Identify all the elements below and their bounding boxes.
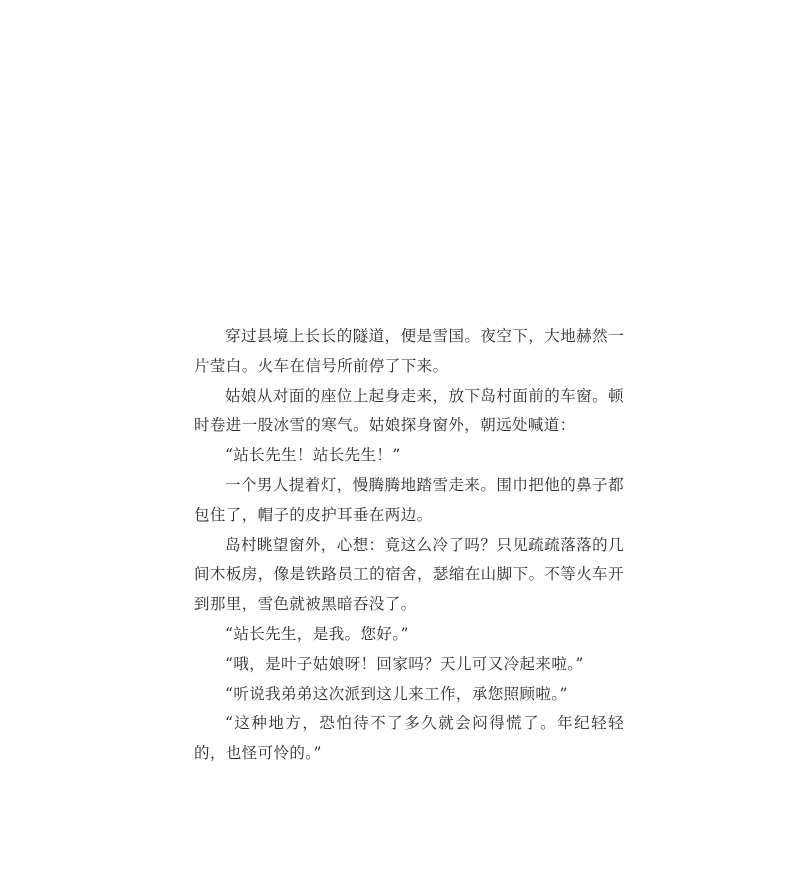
paragraph-7: “哦，是叶子姑娘呀！回家吗？天儿可又冷起来啦。” bbox=[225, 654, 584, 673]
paragraph-3: “站长先生！站长先生！” bbox=[225, 446, 401, 465]
paragraph-4: 一个男人提着灯，慢腾腾地踏雪走来。围巾把他的鼻子都包住了，帽子的皮护耳垂在两边。 bbox=[194, 475, 624, 524]
paragraph-6: “站长先生，是我。您好。” bbox=[225, 624, 409, 643]
paragraph-9: “这种地方，恐怕待不了多久就会闷得慌了。年纪轻轻的，也怪可怜的。” bbox=[194, 714, 624, 763]
paragraph-8: “听说我弟弟这次派到这儿来工作，承您照顾啦。” bbox=[225, 684, 568, 703]
paragraph-2: 姑娘从对面的座位上起身走来，放下岛村面前的车窗。顿时卷进一股冰雪的寒气。姑娘探身窗外，朝远处喊道： bbox=[194, 386, 624, 435]
paragraph-1: 穿过县境上长长的隧道，便是雪国。夜空下，大地赫然一片莹白。火车在信号所前停了下来。 bbox=[194, 327, 624, 375]
paragraph-5: 岛村眺望窗外，心想：竟这么冷了吗？只见疏疏落落的几间木板房，像是铁路员工的宿舍，瑟缩在山脚下。不等火车开到那里，雪色就被黑暗吞没了。 bbox=[194, 535, 624, 614]
body-text bbox=[194, 322, 624, 769]
